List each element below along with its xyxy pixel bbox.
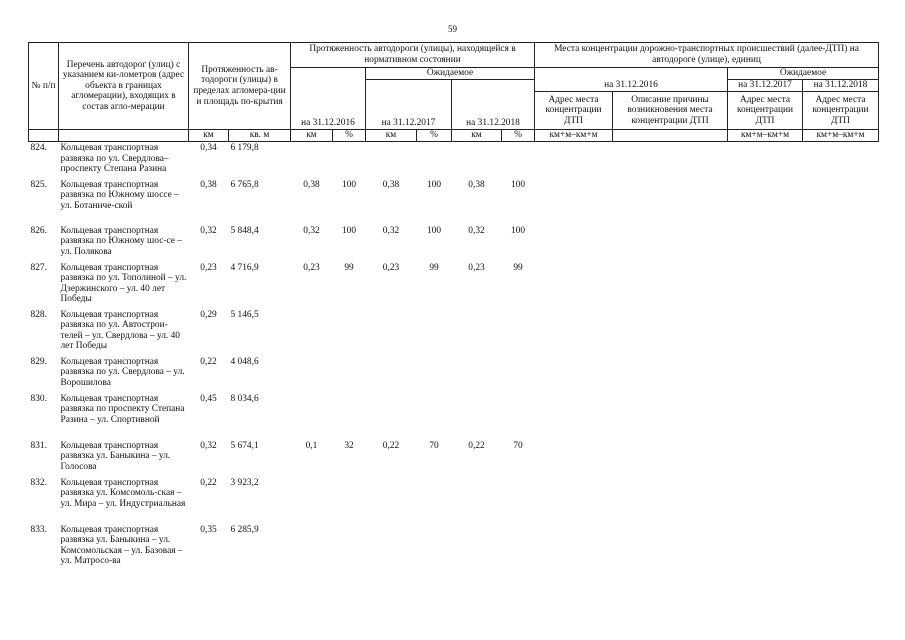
norm-2018-percent [502, 309, 535, 356]
unit-km: км [452, 130, 502, 142]
length-km: 0,32 [200, 440, 217, 451]
dtp-cell [613, 477, 728, 524]
dtp-cell [728, 262, 803, 309]
road-name: Кольцевая транспортная развязка по Южному шос-се –ул. Полякова [60, 225, 182, 257]
norm-2016-percent [333, 477, 366, 524]
row-number: 830. [30, 393, 47, 404]
dtp-cell [535, 142, 613, 179]
row-number: 827. [30, 262, 47, 273]
dtp-cell [728, 393, 803, 440]
unit-empty [29, 130, 59, 142]
norm-2018-percent: 99 [513, 262, 523, 273]
area-sq-m: 4 048,6 [230, 356, 259, 367]
dtp-cell [535, 225, 613, 262]
header-number: № п/п [29, 43, 59, 130]
norm-2018-km [452, 393, 502, 440]
norm-2017-percent [417, 356, 452, 393]
norm-2018-km: 0,22 [468, 440, 485, 451]
norm-2016-percent: 100 [341, 225, 357, 236]
norm-2017-km: 0,22 [382, 440, 400, 451]
norm-2018-percent [502, 524, 535, 582]
norm-2017-percent [417, 142, 452, 179]
page-number: 59 [448, 24, 457, 34]
norm-2017-km [366, 477, 417, 524]
road-name: Кольцевая транспортная развязка по Южному шоссе – ул. Ботаниче-ской [60, 179, 179, 211]
norm-2016-percent: 100 [341, 179, 357, 190]
dtp-cell [803, 393, 879, 440]
dtp-cell [613, 524, 728, 582]
norm-2017-km [366, 356, 417, 393]
unit-km-range: км+м–км+м [803, 130, 879, 142]
table-row [29, 225, 879, 262]
road-name: Кольцевая транспортная развязка по ул. Тополиной – ул. Дзержинского – ул. 40 лет Победы [60, 262, 187, 305]
length-km: 0,22 [200, 356, 217, 367]
norm-2018-percent: 100 [510, 225, 526, 236]
norm-2016-percent [333, 142, 366, 179]
row-number: 825. [30, 179, 47, 190]
header-dtp-expected: Ожидаемое [728, 68, 879, 80]
dtp-cell [803, 179, 879, 225]
header-normative-length: Протяженность автодороги (улицы), находящейся в нормативном состоянии [291, 43, 535, 68]
area-sq-m: 6 179,8 [230, 143, 259, 153]
unit-percent: % [417, 130, 452, 142]
header-dtp-address-2016: Адрес места концентрации ДТП [535, 92, 613, 130]
road-name: Кольцевая транспортная развязка по проспекту Степана Разина – ул. Спортивной [60, 393, 185, 425]
norm-2018-km: 0,38 [468, 179, 485, 190]
length-km: 0,22 [200, 477, 217, 488]
header-norm-2017: на 31.12.2017 [366, 80, 452, 130]
table-header [29, 43, 879, 142]
norm-2017-percent [417, 477, 452, 524]
dtp-cell [728, 225, 803, 262]
area-sq-m: 5 848,4 [230, 225, 259, 236]
dtp-cell [803, 142, 879, 179]
dtp-cell [613, 309, 728, 356]
area-sq-m: 8 034,6 [230, 393, 259, 404]
table-row [29, 262, 879, 309]
length-km: 0,29 [200, 309, 217, 320]
dtp-cell [613, 179, 728, 225]
table-row [29, 356, 879, 393]
norm-2016-km [291, 477, 333, 524]
dtp-cell [728, 524, 803, 582]
header-dtp-address-2017: Адрес места концентрации ДТП [728, 92, 803, 130]
norm-2018-km [452, 309, 502, 356]
norm-2016-percent [333, 393, 366, 440]
unit-sq-m: кв. м [229, 130, 291, 142]
table-row [29, 440, 879, 477]
norm-2016-km: 0,38 [303, 179, 320, 190]
norm-2016-km [291, 309, 333, 356]
dtp-cell [613, 225, 728, 262]
dtp-cell [613, 142, 728, 179]
unit-empty [59, 130, 189, 142]
dtp-cell [535, 356, 613, 393]
header-dtp-places: Места концентрации дорожно-транспортных происшествий (далее-ДТП) на автодороге (улице), единиц [535, 43, 879, 68]
norm-2018-km [452, 524, 502, 582]
dtp-cell [535, 179, 613, 225]
dtp-cell [728, 440, 803, 477]
dtp-cell [728, 356, 803, 393]
norm-2017-percent: 99 [429, 262, 439, 273]
norm-2016-km [291, 524, 333, 582]
norm-2018-km: 0,32 [468, 225, 485, 236]
row-number: 826. [30, 225, 47, 236]
length-km: 0,38 [200, 179, 217, 190]
header-road-list: Перечень автодорог (улиц) с указанием ки-лометров (адрес объекта в границах агломерации), входящих в состав агло-мерации [59, 43, 189, 130]
area-sq-m: 6 765,8 [230, 179, 259, 190]
norm-2016-percent [333, 356, 366, 393]
header-norm-expected: Ожидаемое [366, 68, 535, 80]
area-sq-m: 5 674,1 [230, 440, 259, 451]
road-name: Кольцевая транспортная развязка ул. Баныкина – ул. Голосова [60, 440, 171, 472]
dtp-cell [535, 309, 613, 356]
header-dtp-2016: на 31.12.2016 [535, 68, 728, 92]
norm-2017-km: 0,38 [382, 179, 400, 190]
norm-2018-percent: 70 [513, 440, 523, 451]
unit-km: км [189, 130, 229, 142]
dtp-cell [803, 225, 879, 262]
row-number: 828. [30, 309, 47, 320]
dtp-cell [803, 309, 879, 356]
norm-2017-km: 0,23 [382, 262, 400, 273]
dtp-cell [728, 309, 803, 356]
norm-2017-percent: 100 [426, 179, 442, 190]
norm-2018-percent [502, 356, 535, 393]
table-row [29, 524, 879, 582]
norm-2017-km [366, 524, 417, 582]
norm-2016-percent: 99 [344, 262, 354, 273]
dtp-cell [535, 262, 613, 309]
dtp-cell [803, 477, 879, 524]
dtp-cell [613, 440, 728, 477]
unit-km: км [366, 130, 417, 142]
norm-2016-percent: 32 [344, 440, 354, 451]
road-name: Кольцевая транспортная развязка ул. Комсомоль-ская – ул. Мира – ул. Индустриальная [60, 477, 186, 509]
road-register-table [28, 42, 879, 582]
dtp-cell [803, 262, 879, 309]
norm-2016-km [291, 393, 333, 440]
dtp-cell [803, 356, 879, 393]
road-name: Кольцевая транспортная развязка по ул. Автострои-телей – ул. Свердлова – ул. 40 лет Победы [60, 309, 180, 352]
norm-2017-km [366, 142, 417, 179]
table-body [29, 142, 879, 582]
length-km: 0,34 [200, 143, 217, 153]
row-number: 832. [30, 477, 47, 488]
norm-2017-km [366, 393, 417, 440]
norm-2017-percent: 100 [426, 225, 442, 236]
row-number: 831. [30, 440, 47, 451]
norm-2017-km [366, 309, 417, 356]
road-name: Кольцевая транспортная развязка по ул. Свердлова – ул. Ворошилова [60, 356, 185, 388]
unit-km-range: км+м–км+м [535, 130, 613, 142]
dtp-cell [728, 142, 803, 179]
length-km: 0,23 [200, 262, 217, 273]
norm-2018-km [452, 142, 502, 179]
header-norm-2016: на 31.12.2016 [291, 68, 366, 130]
dtp-cell [803, 440, 879, 477]
dtp-cell [728, 477, 803, 524]
unit-km: км [291, 130, 333, 142]
unit-empty [613, 130, 728, 142]
norm-2018-percent [502, 393, 535, 440]
unit-percent: % [502, 130, 535, 142]
row-number: 833. [30, 524, 47, 535]
road-name: Кольцевая транспортная развязка ул. Баныкина – ул. Комсомольская – ул. Базовая – ул. Матросо-ва [60, 524, 183, 567]
header-dtp-2017: на 31.12.2017 [728, 80, 803, 92]
dtp-cell [613, 393, 728, 440]
table-row [29, 179, 879, 225]
table-row [29, 393, 879, 440]
dtp-cell [535, 477, 613, 524]
header-length: Протяженность ав-тодороги (улицы) в пределах агломера-ции и площадь по-крытия [189, 43, 291, 130]
norm-2017-percent: 70 [429, 440, 439, 451]
length-km: 0,32 [200, 225, 217, 236]
unit-km-range: км+м–км+м [728, 130, 803, 142]
norm-2016-km: 0,23 [303, 262, 320, 273]
area-sq-m: 5 146,5 [230, 309, 259, 320]
norm-2017-percent [417, 393, 452, 440]
norm-2018-percent: 100 [510, 179, 526, 190]
area-sq-m: 3 923,2 [230, 477, 259, 488]
header-dtp-reason: Описание причины возникновения места концентрации ДТП [613, 92, 728, 130]
header-dtp-address-2018: Адрес места концентрации ДТП [803, 92, 879, 130]
dtp-cell [535, 440, 613, 477]
unit-percent: % [333, 130, 366, 142]
header-dtp-2018: на 31.12.2018 [803, 80, 879, 92]
norm-2018-percent [502, 142, 535, 179]
table-row [29, 142, 879, 179]
norm-2016-km [291, 142, 333, 179]
table-row [29, 477, 879, 524]
area-sq-m: 6 285,9 [230, 524, 259, 535]
table-row [29, 309, 879, 356]
norm-2018-km [452, 477, 502, 524]
length-km: 0,35 [200, 524, 217, 535]
norm-2016-km [291, 356, 333, 393]
norm-2016-km: 0,32 [303, 225, 320, 236]
dtp-cell [728, 179, 803, 225]
length-km: 0,45 [200, 393, 217, 404]
area-sq-m: 4 716,9 [230, 262, 259, 273]
row-number: 829. [30, 356, 47, 367]
row-number: 824. [30, 143, 47, 153]
dtp-cell [613, 262, 728, 309]
norm-2016-km: 0,1 [305, 440, 318, 451]
norm-2016-percent [333, 524, 366, 582]
header-norm-2018: на 31.12.2018 [452, 80, 535, 130]
norm-2017-percent [417, 524, 452, 582]
road-name: Кольцевая транспортная развязка по ул. Свердлова–проспекту Степана Разина [60, 143, 169, 175]
norm-2017-km: 0,32 [382, 225, 400, 236]
norm-2018-km [452, 356, 502, 393]
dtp-cell [613, 356, 728, 393]
dtp-cell [535, 524, 613, 582]
dtp-cell [535, 393, 613, 440]
dtp-cell [803, 524, 879, 582]
norm-2017-percent [417, 309, 452, 356]
norm-2018-km: 0,23 [468, 262, 485, 273]
norm-2018-percent [502, 477, 535, 524]
norm-2016-percent [333, 309, 366, 356]
